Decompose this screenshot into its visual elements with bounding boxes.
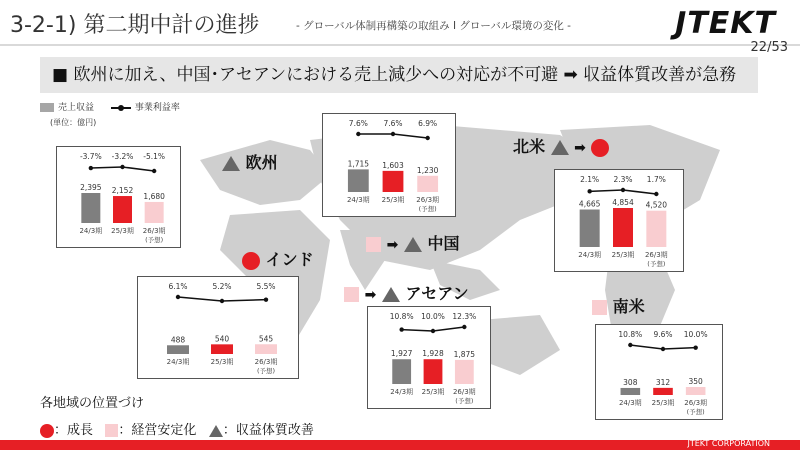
category-label: 26/3期 xyxy=(416,196,440,204)
chart-europe xyxy=(57,147,182,249)
jtekt-logo xyxy=(675,6,776,41)
square-icon xyxy=(344,287,359,302)
margin-point-china-2 xyxy=(425,136,429,140)
bar-china-1 xyxy=(383,171,404,192)
region-north-america xyxy=(513,134,609,157)
title-divider xyxy=(0,44,800,46)
footer-company: JTEKT CORPORATION xyxy=(687,439,770,448)
bar-value-label: 2,152 xyxy=(111,186,134,196)
region-europe-label: 欧州 xyxy=(245,153,278,172)
triangle-icon xyxy=(209,425,223,437)
triangle-icon xyxy=(382,287,400,302)
margin-point-south_america-2 xyxy=(693,345,697,349)
category-label: 26/3期 xyxy=(142,227,166,235)
chart-panel-south-america xyxy=(595,324,723,420)
bar-value-label: 1,875 xyxy=(453,349,476,359)
margin-point-south_america-0 xyxy=(628,343,632,347)
bar-value-label: 1,715 xyxy=(347,159,370,169)
chart-panel-asean xyxy=(367,306,491,409)
unit-label: (単位：億円) xyxy=(50,118,97,127)
bar-south_america-0 xyxy=(621,388,641,395)
bar-asean-1 xyxy=(424,359,443,384)
category-label: 26/3期 xyxy=(452,388,476,396)
margin-value-label: -3.7% xyxy=(79,152,102,161)
bar-europe-2 xyxy=(145,202,164,223)
margin-value-label: 2.1% xyxy=(580,175,600,184)
bar-value-label: 4,665 xyxy=(578,199,601,209)
forecast-label: (予想) xyxy=(256,367,276,375)
category-label: 24/3期 xyxy=(346,196,370,204)
region-india-label: インド xyxy=(265,250,314,269)
bar-value-label: 1,680 xyxy=(143,191,165,201)
region-india xyxy=(242,247,314,270)
margin-value-label: 10.8% xyxy=(389,312,414,321)
margin-value-label: 10.8% xyxy=(618,330,643,339)
bar-value-label: 1,927 xyxy=(390,349,413,359)
margin-value-label: 7.6% xyxy=(383,119,403,128)
chart-china xyxy=(323,114,457,218)
footer-bar xyxy=(0,440,800,450)
margin-point-north_america-2 xyxy=(654,192,658,196)
chart-panel-china xyxy=(322,113,456,217)
forecast-label: (予想) xyxy=(145,236,164,244)
bar-asean-0 xyxy=(392,359,411,384)
bar-value-label: 4,520 xyxy=(645,200,668,210)
legend-growth: ：成長 xyxy=(54,423,94,438)
legend-margin: 事業利益率 xyxy=(134,103,180,113)
region-asean-label: アセアン xyxy=(405,284,469,303)
margin-value-label: 5.5% xyxy=(256,282,276,291)
bar-india-0 xyxy=(167,345,189,354)
forecast-label: (予想) xyxy=(686,408,705,416)
bar-europe-0 xyxy=(81,193,100,223)
chart-panel-india xyxy=(137,276,299,379)
region-south-america xyxy=(592,294,645,317)
forecast-label: (予想) xyxy=(647,260,666,268)
bar-india-1 xyxy=(211,344,233,354)
margin-point-india-0 xyxy=(176,295,180,299)
margin-value-label: 10.0% xyxy=(421,312,445,321)
legend-revenue: 売上収益 xyxy=(58,103,95,113)
chart-panel-north-america xyxy=(554,169,684,272)
margin-value-label: 5.2% xyxy=(212,282,232,291)
margin-value-label: -5.1% xyxy=(143,152,166,161)
category-label: 25/3期 xyxy=(421,388,445,396)
region-china xyxy=(366,231,459,254)
margin-value-label: 6.1% xyxy=(168,282,188,291)
category-label: 25/3期 xyxy=(611,251,635,259)
bar-value-label: 1,603 xyxy=(382,160,404,170)
category-label: 25/3期 xyxy=(111,227,134,235)
arrow-right-icon: ➡ xyxy=(574,139,586,156)
bar-south_america-2 xyxy=(686,387,706,395)
region-north-america-label: 北米 xyxy=(513,137,546,156)
category-label: 24/3期 xyxy=(618,399,642,407)
margin-point-north_america-0 xyxy=(587,189,591,193)
margin-point-europe-0 xyxy=(89,166,93,170)
legend-stable: ：経営安定化 xyxy=(118,423,197,438)
bar-north_america-1 xyxy=(613,208,633,247)
bar-value-label: 1,928 xyxy=(422,349,444,359)
bar-asean-2 xyxy=(455,360,474,384)
category-label: 26/3期 xyxy=(644,251,668,259)
bar-value-label: 4,854 xyxy=(612,198,634,207)
bar-value-label: 1,230 xyxy=(416,165,439,175)
chart-panel-europe xyxy=(56,146,181,248)
bar-china-2 xyxy=(417,176,438,192)
category-label: 24/3期 xyxy=(166,358,190,366)
margin-value-label: 9.6% xyxy=(653,330,673,339)
category-label: 26/3期 xyxy=(254,358,278,366)
category-label: 25/3期 xyxy=(651,399,675,407)
chart-south-america xyxy=(596,325,724,421)
triangle-icon xyxy=(404,237,422,252)
square-icon xyxy=(366,237,381,252)
margin-value-label: 12.3% xyxy=(452,312,477,321)
category-label: 24/3期 xyxy=(578,251,602,259)
forecast-label: (予想) xyxy=(455,397,474,405)
category-label: 26/3期 xyxy=(684,399,708,407)
margin-value-label: -3.2% xyxy=(111,152,134,161)
margin-point-asean-0 xyxy=(399,327,403,331)
chart-north-america xyxy=(555,170,685,273)
region-south-america-label: 南米 xyxy=(612,297,645,316)
bar-north_america-0 xyxy=(580,210,600,247)
bar-value-label: 545 xyxy=(258,334,274,344)
margin-point-europe-2 xyxy=(152,169,156,173)
bar-value-label: 2,395 xyxy=(80,183,102,193)
page-subtitle: - グローバル体制再構築の取組み I グローバル環境の変化 - xyxy=(296,20,571,32)
legend-improve: ：収益体質改善 xyxy=(222,423,314,438)
bar-south_america-1 xyxy=(653,388,673,395)
bar-india-2 xyxy=(255,344,277,354)
bar-value-label: 540 xyxy=(214,334,230,344)
positioning-legend xyxy=(40,419,314,438)
margin-point-india-2 xyxy=(264,297,268,301)
margin-point-china-0 xyxy=(356,132,360,136)
margin-value-label: 10.0% xyxy=(683,330,708,339)
circle-icon xyxy=(591,139,609,157)
margin-point-north_america-1 xyxy=(621,188,625,192)
margin-point-europe-1 xyxy=(120,165,124,169)
positioning-title: 各地域の位置づけ xyxy=(40,396,145,411)
forecast-label: (予想) xyxy=(418,205,437,213)
region-asean xyxy=(344,281,469,304)
page-number: 22/53 xyxy=(750,40,788,55)
triangle-icon xyxy=(222,156,240,171)
page-title: 3-2-1) 第二期中計の進捗 xyxy=(10,13,260,38)
margin-point-asean-2 xyxy=(462,325,466,329)
margin-value-label: 1.7% xyxy=(646,175,666,184)
triangle-icon xyxy=(551,140,569,155)
arrow-right-icon: ➡ xyxy=(364,286,377,303)
circle-icon xyxy=(242,252,260,270)
logo-text: JTEKT xyxy=(675,6,776,41)
region-europe xyxy=(222,150,278,173)
margin-point-india-1 xyxy=(220,299,224,303)
revenue-swatch xyxy=(40,103,54,112)
map-australia xyxy=(480,315,560,375)
chart-legend xyxy=(40,100,180,113)
bar-value-label: 488 xyxy=(170,335,186,345)
chart-asean xyxy=(368,307,492,410)
region-china-label: 中国 xyxy=(427,234,460,253)
bar-europe-1 xyxy=(113,196,132,223)
category-label: 24/3期 xyxy=(79,227,103,235)
bar-value-label: 312 xyxy=(655,377,671,387)
category-label: 25/3期 xyxy=(210,358,234,366)
margin-value-label: 2.3% xyxy=(613,175,633,184)
margin-point-asean-1 xyxy=(431,329,435,333)
bar-value-label: 350 xyxy=(688,377,703,386)
margin-value-label: 7.6% xyxy=(348,119,368,128)
arrow-right-icon: ➡ xyxy=(386,236,399,253)
bar-north_america-2 xyxy=(646,211,666,247)
square-icon xyxy=(592,300,607,315)
margin-point-south_america-1 xyxy=(661,347,665,351)
bar-china-0 xyxy=(348,169,369,192)
margin-value-label: 6.9% xyxy=(418,119,438,128)
square-icon xyxy=(105,424,118,437)
headline-banner: ■ 欧州に加え、中国･アセアンにおける売上減少への対応が不可避 ➡ 収益体質改善が急務 xyxy=(40,57,758,93)
margin-point-china-1 xyxy=(391,132,395,136)
margin-line-swatch xyxy=(111,107,131,109)
bar-value-label: 308 xyxy=(623,377,638,387)
category-label: 24/3期 xyxy=(390,388,414,396)
category-label: 25/3期 xyxy=(381,196,405,204)
chart-india xyxy=(138,277,300,380)
circle-icon xyxy=(40,424,54,438)
